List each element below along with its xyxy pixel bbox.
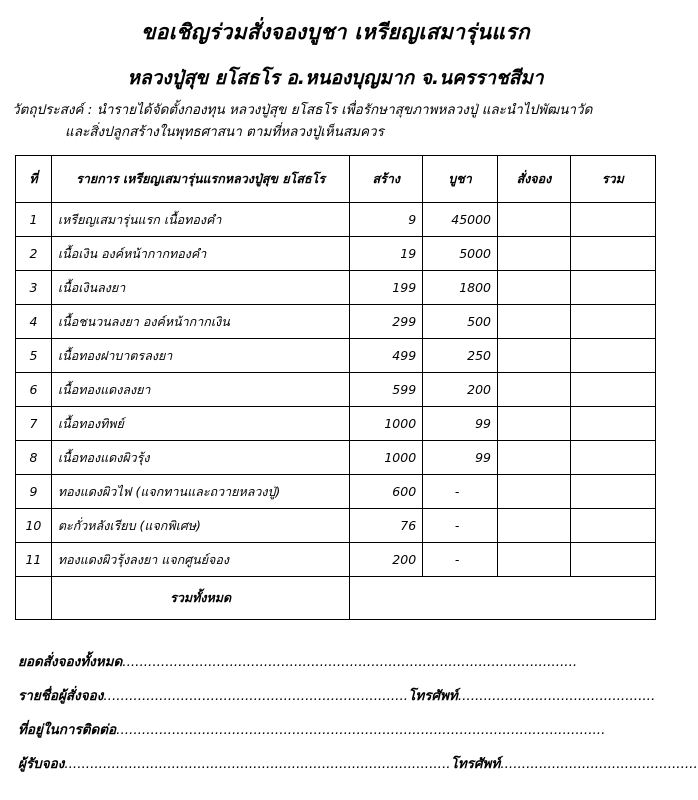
row-order-cell[interactable] (498, 543, 571, 577)
table-header-row (16, 156, 656, 203)
row-make: 1000 (350, 441, 423, 475)
form-receiver[interactable]: ผู้รับจอง..........................................................................................โทรศัพท์.............................................. (18, 756, 698, 772)
row-item: เนื้อทองทิพย์ (51, 407, 349, 441)
receiver-phone-label: โทรศัพท์ (450, 756, 501, 772)
row-order-cell[interactable] (498, 407, 571, 441)
total-orders-label: ยอดสั่งจองทั้งหมด (18, 654, 123, 670)
table-row (16, 305, 656, 339)
row-order-cell[interactable] (498, 475, 571, 509)
row-item: เนื้อทองแดงลงยา (51, 373, 349, 407)
row-order-cell[interactable] (498, 237, 571, 271)
purpose-text (12, 99, 662, 143)
total-value-cell[interactable] (350, 577, 656, 620)
row-item: ทองแดงผิวรุ้งลงยา แจกศูนย์จอง (51, 543, 349, 577)
row-make: 199 (350, 271, 423, 305)
row-item: ทองแดงผิวไฟ (แจกทานและถวายหลวงปู่) (51, 475, 349, 509)
total-label: รวมทั้งหมด (51, 577, 349, 620)
form-orderer[interactable]: รายชื่อผู้สั่งจอง.......................................................................โทรศัพท์.............................................. (18, 688, 656, 704)
row-no: 3 (16, 271, 52, 305)
table-row (16, 339, 656, 373)
row-no: 10 (16, 509, 52, 543)
row-make: 19 (350, 237, 423, 271)
row-price: 99 (423, 441, 498, 475)
page-subtitle: หลวงปู่สุข ยโสธโร อ.หนองบุญมาก จ.นครราชสีมา (127, 67, 544, 89)
row-item: เนื้อทองฝาบาตรลงยา (51, 339, 349, 373)
row-order-cell[interactable] (498, 441, 571, 475)
row-make: 600 (350, 475, 423, 509)
row-sum-cell[interactable] (570, 305, 655, 339)
row-item: เนื้อชนวนลงยา องค์หน้ากากเงิน (51, 305, 349, 339)
row-no: 2 (16, 237, 52, 271)
form-address[interactable]: ที่อยู่ในการติดต่อ.................................................................................................................. (18, 722, 606, 738)
phone-label: โทรศัพท์ (408, 688, 458, 704)
table-row (16, 407, 656, 441)
row-item: เนื้อเงินลงยา (51, 271, 349, 305)
row-item: เนื้อทองแดงผิวรุ้ง (51, 441, 349, 475)
row-no: 11 (16, 543, 52, 577)
table-row (16, 441, 656, 475)
orderer-name-label: รายชื่อผู้สั่งจอง (18, 688, 104, 704)
row-sum-cell[interactable] (570, 441, 655, 475)
table-row (16, 271, 656, 305)
table-row (16, 543, 656, 577)
row-order-cell[interactable] (498, 373, 571, 407)
header-make: สร้าง (350, 156, 423, 203)
row-no: 4 (16, 305, 52, 339)
row-price: 250 (423, 339, 498, 373)
row-item: เหรียญเสมารุ่นแรก เนื้อทองคำ (51, 203, 349, 237)
row-no: 5 (16, 339, 52, 373)
row-no: 7 (16, 407, 52, 441)
row-make: 200 (350, 543, 423, 577)
row-no: 8 (16, 441, 52, 475)
header-item: รายการ เหรียญเสมารุ่นแรกหลวงปู่สุข ยโสธโร (51, 156, 349, 203)
row-no: 1 (16, 203, 52, 237)
total-blank-cell (16, 577, 52, 620)
row-order-cell[interactable] (498, 509, 571, 543)
row-sum-cell[interactable] (570, 271, 655, 305)
row-price: - (423, 509, 498, 543)
row-sum-cell[interactable] (570, 407, 655, 441)
row-price: 45000 (423, 203, 498, 237)
row-sum-cell[interactable] (570, 203, 655, 237)
row-no: 6 (16, 373, 52, 407)
row-price: 500 (423, 305, 498, 339)
table-total-row (16, 577, 656, 620)
address-label: ที่อยู่ในการติดต่อ (18, 722, 117, 738)
row-price: 99 (423, 407, 498, 441)
purpose-line-1: วัตถุประสงค์ : นำรายได้จัดตั้งกองทุน หลวงปู่สุข ยโสธโร เพื่อรักษาสุขภาพหลวงปู่ และนำไปพัฒนาวัด (12, 102, 593, 118)
row-make: 299 (350, 305, 423, 339)
header-no: ที่ (16, 156, 52, 203)
row-sum-cell[interactable] (570, 543, 655, 577)
row-make: 499 (350, 339, 423, 373)
row-price: 1800 (423, 271, 498, 305)
row-no: 9 (16, 475, 52, 509)
row-sum-cell[interactable] (570, 237, 655, 271)
order-table (15, 155, 656, 620)
receiver-label: ผู้รับจอง (18, 756, 65, 772)
table-row (16, 509, 656, 543)
row-order-cell[interactable] (498, 203, 571, 237)
header-order: สั่งจอง (498, 156, 571, 203)
row-make: 76 (350, 509, 423, 543)
table-row (16, 237, 656, 271)
row-price: 200 (423, 373, 498, 407)
row-order-cell[interactable] (498, 271, 571, 305)
row-item: เนื้อเงิน องค์หน้ากากทองคำ (51, 237, 349, 271)
row-make: 1000 (350, 407, 423, 441)
row-item: ตะกั่วหลังเรียบ (แจกพิเศษ) (51, 509, 349, 543)
page-title: ขอเชิญร่วมสั่งจองบูชา เหรียญเสมารุ่นแรก (141, 20, 530, 44)
row-order-cell[interactable] (498, 339, 571, 373)
row-order-cell[interactable] (498, 305, 571, 339)
row-price: - (423, 475, 498, 509)
row-price: - (423, 543, 498, 577)
row-price: 5000 (423, 237, 498, 271)
row-sum-cell[interactable] (570, 373, 655, 407)
row-sum-cell[interactable] (570, 509, 655, 543)
row-make: 9 (350, 203, 423, 237)
form-total-orders[interactable]: ยอดสั่งจองทั้งหมด.......................................................................................................... (18, 654, 578, 670)
table-row (16, 475, 656, 509)
header-price: บูชา (423, 156, 498, 203)
row-sum-cell[interactable] (570, 475, 655, 509)
row-make: 599 (350, 373, 423, 407)
table-row (16, 373, 656, 407)
header-sum: รวม (570, 156, 655, 203)
row-sum-cell[interactable] (570, 339, 655, 373)
table-row (16, 203, 656, 237)
purpose-line-2: และสิ่งปลูกสร้างในพุทธศาสนา ตามที่หลวงปู่เห็นสมควร (65, 124, 384, 140)
